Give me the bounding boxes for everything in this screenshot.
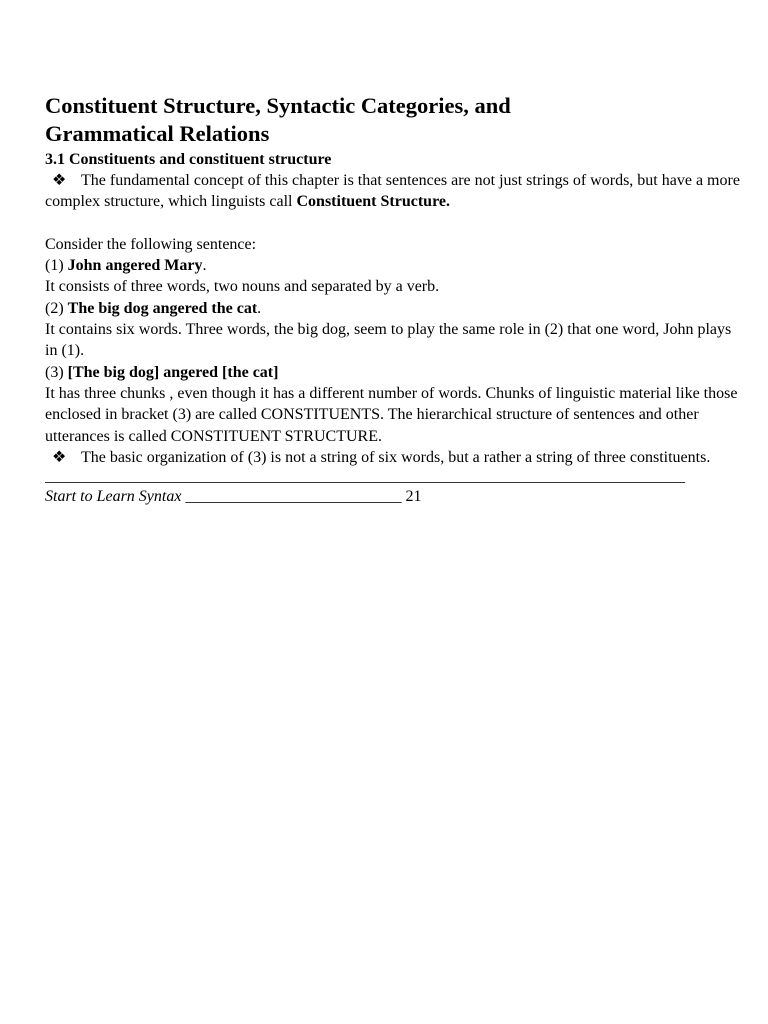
example-2-number: (2) xyxy=(45,299,68,317)
example-1-number: (1) xyxy=(45,257,68,275)
example-3-number: (3) xyxy=(45,363,68,381)
example-2-sentence: The big dog angered the cat xyxy=(67,299,258,317)
example-1-description: It consists of three words, two nouns and separated by a verb. xyxy=(45,278,440,296)
chapter-title-line-1: Constituent Structure, Syntactic Categories, and xyxy=(45,93,511,118)
example-1 xyxy=(45,255,745,276)
chapter-title xyxy=(45,92,745,148)
chapter-title-line-2: Grammatical Relations xyxy=(45,121,270,146)
example-2 xyxy=(45,298,745,319)
example-3-sentence: [The big dog] angered [the cat] xyxy=(67,363,279,381)
bullet-2-text: The basic organization of (3) is not a string of six words, but a rather a string of three constituents. xyxy=(81,448,711,466)
example-2-period: . xyxy=(257,299,262,317)
diamond-bullet-icon: ❖ xyxy=(52,448,67,466)
bullet-1-text: The fundamental concept of this chapter is that sentences are not just strings of words, but have a more complex structure, which linguists call xyxy=(45,172,740,211)
consider-line: Consider the following sentence: xyxy=(45,235,257,253)
example-3 xyxy=(45,362,745,383)
example-2-description: It contains six words. Three words, the big dog, seem to play the same role in (2) that one word, John plays in (1). xyxy=(45,321,732,360)
footer-rule: ___________________________ xyxy=(181,488,406,506)
bullet-paragraph-2 xyxy=(45,447,745,468)
section-heading: 3.1 Constituents and constituent structure xyxy=(45,151,332,168)
bullet-1-bold-term: Constituent Structure. xyxy=(296,193,450,211)
page-footer xyxy=(45,486,745,508)
document-page xyxy=(45,92,745,508)
spacer xyxy=(45,213,745,234)
diamond-bullet-icon: ❖ xyxy=(52,172,67,189)
bullet-paragraph-1 xyxy=(45,170,745,213)
footer-separator-rule: ________________________________________________________________________________ xyxy=(45,468,685,486)
example-1-period: . xyxy=(202,257,207,275)
example-1-sentence: John angered Mary xyxy=(67,257,203,275)
example-3-description: It has three chunks , even though it has a different number of words. Chunks of linguistic material like those enclosed in bracket (3) are called CONSTITUENTS. The hierarchical structure of sentences and other utterances is called CONSTITUENT STRUCTURE. xyxy=(45,384,738,445)
page-number: 21 xyxy=(405,488,422,506)
footer-book-name: Start to Learn Syntax xyxy=(45,488,182,506)
